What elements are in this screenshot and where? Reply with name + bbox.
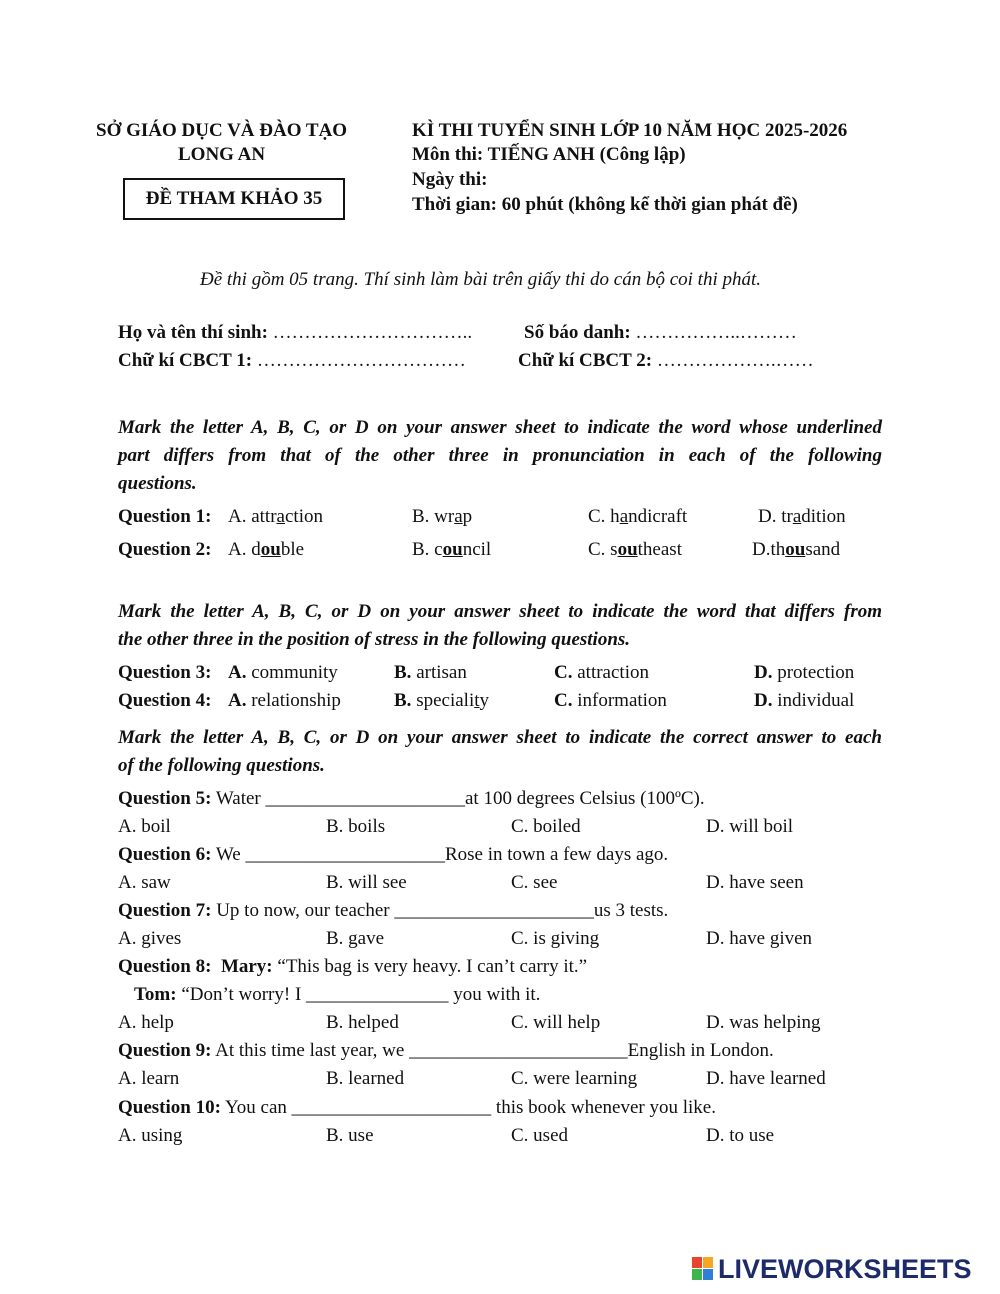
option-d[interactable]: D. have seen — [706, 872, 804, 893]
option-d[interactable]: D. to use — [706, 1125, 775, 1146]
speaker-mary: Mary: — [220, 956, 273, 977]
question-stem: Up to now, our teacher _____________________us 3 tests. — [211, 900, 669, 921]
option-a[interactable]: A. help — [118, 1012, 174, 1033]
option-b[interactable]: B. gave — [326, 928, 385, 949]
option-d[interactable]: D. individual — [754, 690, 855, 711]
question-label: Question 3: — [118, 662, 212, 683]
instruction-line: questions. — [118, 473, 197, 494]
option-b[interactable]: B. use — [326, 1125, 374, 1146]
signature1-label: Chữ kí CBCT 1: — [118, 350, 253, 371]
exam-code-box — [123, 178, 345, 220]
instruction-line: of the following questions. — [118, 755, 325, 776]
candidate-name-dots[interactable]: ………………………….. — [272, 322, 473, 343]
signature2-label: Chữ kí CBCT 2: — [518, 350, 653, 371]
option-c[interactable]: C. attraction — [554, 662, 649, 683]
option-d[interactable]: D. will boil — [706, 816, 794, 837]
sbd-dots[interactable]: ……………..……… — [635, 322, 797, 343]
option-d[interactable]: D. have learned — [706, 1068, 826, 1089]
option-c[interactable]: C. is giving — [511, 928, 600, 949]
liveworksheets-logo[interactable] — [692, 1254, 972, 1284]
exam-title: KÌ THI TUYỂN SINH LỚP 10 NĂM HỌC 2025-2026 — [412, 120, 848, 141]
option-c[interactable]: C. southeast — [588, 539, 682, 560]
option-c[interactable]: C. boiled — [511, 816, 581, 837]
option-c[interactable]: C. were learning — [511, 1068, 638, 1089]
option-a[interactable]: A. learn — [118, 1068, 180, 1089]
exam-duration: Thời gian: 60 phút (không kể thời gian phát đề) — [412, 194, 798, 215]
option-b[interactable]: B. will see — [326, 872, 407, 893]
sbd-label: Số báo danh: — [524, 322, 631, 343]
question-label: Question 5: — [118, 788, 212, 809]
option-d[interactable]: D. protection — [754, 662, 855, 683]
instruction-line: Mark the letter A, B, C, or D on your answer sheet to indicate the correct answer to each — [118, 727, 882, 748]
option-c[interactable]: C. used — [511, 1125, 568, 1146]
option-d[interactable]: D.thousand — [752, 539, 841, 560]
candidate-name-line — [118, 321, 472, 345]
option-b[interactable]: B. learned — [326, 1068, 405, 1089]
option-b[interactable]: B. council — [412, 539, 492, 560]
instruction-line: the other three in the position of stress in the following questions. — [118, 629, 631, 650]
exam-date: Ngày thi: — [412, 169, 488, 190]
option-d[interactable]: D. tradition — [758, 506, 846, 527]
signature2-line — [518, 349, 814, 373]
option-a[interactable]: A. boil — [118, 816, 171, 837]
option-c[interactable]: C. information — [554, 690, 667, 711]
brand-name: LIVEWORKSHEETS — [718, 1253, 972, 1284]
instruction-line: Mark the letter A, B, C, or D on your answer sheet to indicate the word that differs from — [118, 601, 882, 622]
question-label: Question 9: — [118, 1040, 212, 1061]
candidate-name-label: Họ và tên thí sinh: — [118, 322, 268, 343]
instruction-line: Mark the letter A, B, C, or D on your answer sheet to indicate the word whose underlined — [118, 417, 882, 438]
question-label: Question 8: — [118, 956, 212, 977]
dialogue-line: “Don’t worry! I _______________ you with it. — [176, 984, 541, 1005]
option-b[interactable]: B. artisan — [394, 662, 467, 683]
sbd-line — [524, 321, 797, 345]
exam-note: Đề thi gồm 05 trang. Thí sinh làm bài trên giấy thi do cán bộ coi thi phát. — [200, 269, 762, 290]
option-a[interactable]: A. using — [118, 1125, 183, 1146]
question-label: Question 2: — [118, 539, 212, 560]
exam-subject: Môn thi: TIẾNG ANH (Công lập) — [412, 144, 686, 165]
option-a[interactable]: A. saw — [118, 872, 171, 893]
option-b[interactable]: B. helped — [326, 1012, 399, 1033]
instruction-stress — [118, 598, 882, 654]
option-d[interactable]: D. was helping — [706, 1012, 821, 1033]
option-c[interactable]: C. will help — [511, 1012, 601, 1033]
signature1-line — [118, 349, 466, 373]
instruction-correct-answer — [118, 724, 882, 780]
option-a[interactable]: A. gives — [118, 928, 182, 949]
option-c[interactable]: C. handicraft — [588, 506, 688, 527]
instruction-pronunciation — [118, 414, 882, 498]
question-label: Question 10: — [118, 1097, 221, 1118]
question-label: Question 7: — [118, 900, 212, 921]
option-a[interactable]: A. double — [228, 539, 305, 560]
question-stem: At this time last year, we _______________________English in London. — [211, 1040, 774, 1061]
signature1-dots[interactable]: …………………………… — [256, 350, 466, 371]
question-stem: We _____________________Rose in town a few days ago. — [211, 844, 669, 865]
signature2-dots[interactable]: ……………….…… — [656, 350, 814, 371]
liveworksheets-logo-icon — [692, 1257, 714, 1281]
question-label: Question 6: — [118, 844, 212, 865]
option-d[interactable]: D. have given — [706, 928, 813, 949]
instruction-line: part differs from that of the other three in pronunciation in each of the following — [118, 445, 882, 466]
department-name: SỞ GIÁO DỤC VÀ ĐÀO TẠO — [96, 120, 348, 141]
option-b[interactable]: B. boils — [326, 816, 386, 837]
option-b[interactable]: B. speciality — [394, 690, 489, 711]
dialogue-line: “This bag is very heavy. I can’t carry it.” — [272, 956, 588, 977]
question-label: Question 1: — [118, 506, 212, 527]
exam-code: ĐỀ THAM KHẢO 35 — [145, 188, 323, 209]
option-b[interactable]: B. wrap — [412, 506, 473, 527]
option-a[interactable]: A. attraction — [228, 506, 323, 527]
option-c[interactable]: C. see — [511, 872, 558, 893]
question-label: Question 4: — [118, 690, 212, 711]
province-name: LONG AN — [178, 144, 266, 165]
option-a[interactable]: A. community — [228, 662, 338, 683]
speaker-tom: Tom: — [134, 984, 177, 1005]
question-stem: You can _____________________ this book whenever you like. — [220, 1097, 716, 1118]
option-a[interactable]: A. relationship — [228, 690, 341, 711]
question-stem: Water _____________________at 100 degrees Celsius (100ºC). — [211, 788, 705, 809]
